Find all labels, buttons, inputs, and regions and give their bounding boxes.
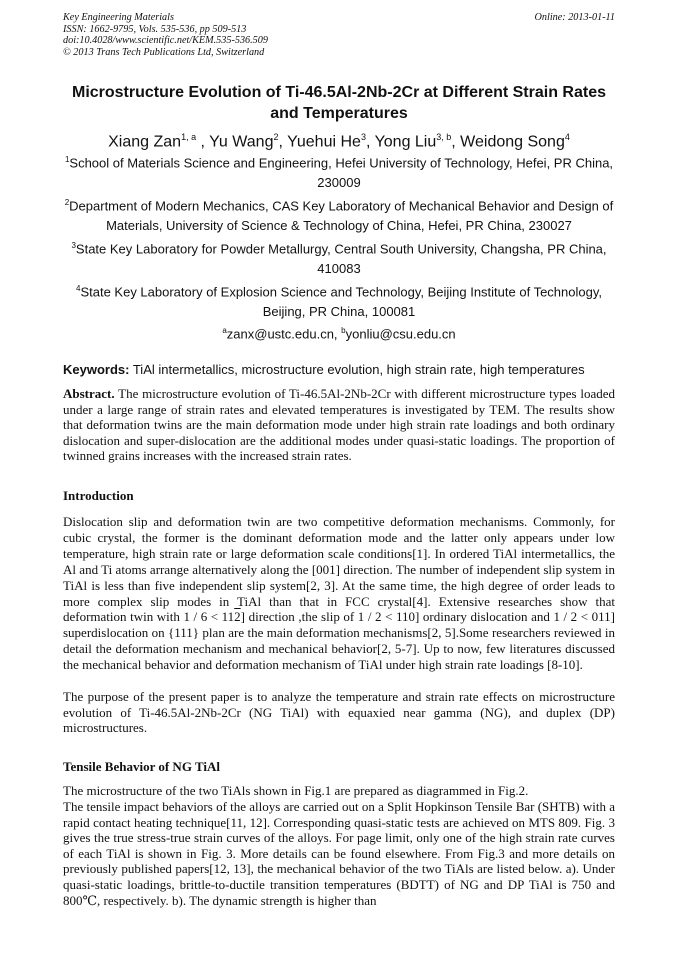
- intro-text: Dislocation slip and deformation twin are two competitive deformation mechanisms. Commonly, for cubic crystal, the former is the dominant deformation mode and the latter only appears under low temperature, high strain rate or large deformation scale conditions[1]. In ordered TiAl intermetallics, the Al and Ti atoms arrange alternatively along the [001] direction. The number of independent slip system in TiAl is less than five independent slip system[2, 3]. At the same time, the high degree of order leads to more complex slip modes in TiAl than that in FCC crystal[4]. Extensive researches show that deformation twin with: [63, 514, 615, 625]
- aff-line: 230009: [317, 174, 361, 190]
- affiliation-4: [60, 279, 618, 321]
- math-expr: 1 / 6 < 11: [183, 609, 235, 625]
- author-sup: 2: [273, 132, 279, 142]
- author-sep: ,: [365, 133, 375, 151]
- copyright: © 2013 Trans Tech Publications Ltd, Switzerland: [63, 46, 265, 58]
- math-expr: 2: [234, 609, 241, 625]
- introduction-paragraph: [63, 514, 615, 673]
- author-sup: 3: [360, 132, 366, 142]
- aff-line: School of Materials Science and Engineering, Hefei University of Technology, Hefei, PR China,: [69, 155, 614, 171]
- aff-line: Department of Modern Mechanics, CAS Key Laboratory of Mechanical Behavior and Design of: [69, 198, 614, 214]
- intro-text: ordinary dislocation and: [419, 609, 554, 625]
- author: Weidong Song: [460, 133, 565, 151]
- aff-sup: 4: [76, 284, 81, 293]
- intro-text: plan are the main deformation mechanisms[2, 5].Some researchers reviewed in detail the deformation mechanism and mechanical behavior[2, 5-7]. Up to now, few literatures discussed the mechanical behavior and deformation mechanism of TiAl under high strain rate loadings [8-10].: [63, 625, 615, 673]
- doi: doi:10.4028/www.scientific.net/KEM.535-536.509: [63, 35, 268, 47]
- author-list: [40, 128, 638, 151]
- aff-sup: 3: [71, 241, 76, 250]
- keywords-label: Keywords:: [63, 362, 130, 377]
- email-sup: b: [341, 326, 346, 335]
- keywords-text: TiAl intermetallics, microstructure evolution, high strain rate, high temperatures: [129, 362, 585, 377]
- math-expr: 1 / 2 < 011]: [553, 609, 615, 625]
- intro-text: direction ,the slip of: [245, 609, 358, 625]
- journal-header: [63, 12, 615, 58]
- online-date: Online: 2013-01-11: [534, 12, 615, 23]
- aff-line: Beijing, PR China, 100081: [262, 303, 416, 319]
- title-line-2: and Temperatures: [270, 105, 408, 122]
- keywords: [63, 361, 618, 378]
- section-heading-introduction: Introduction: [63, 488, 134, 503]
- journal-name: Key Engineering Materials: [63, 12, 174, 23]
- issn: ISSN: 1662-9795, Vols. 535-536, pp 509-513: [63, 23, 247, 35]
- intro-text: superdislocation on: [63, 625, 169, 641]
- author: Xiang Zan: [108, 133, 182, 151]
- affiliation-1: [60, 150, 618, 192]
- author-sep: ,: [196, 133, 210, 151]
- tensile-paragraph-1: The microstructure of the two TiAls shown in Fig.1 are prepared as diagrammed in Fig.2.: [63, 783, 529, 798]
- author: Yu Wang: [209, 133, 274, 151]
- abstract: [63, 386, 615, 464]
- author-sep: ,: [451, 133, 461, 151]
- tensile-paragraph-2: The tensile impact behaviors of the alloys are carried out on a Split Hopkinson Tensile Bar (SHTB) with a rapid contact heating technique[11, 12]. Corresponding quasi-static tests are achieved on MTS 809. Fig. 3 gives the true stress-true strain curves of the alloys. For page limit, only one of the high strain rate curves of each TiAl is shown in Fig. 3. More details can be found elsewhere. From Fig.3 and more details on previously published papers[12, 13], the mechanical behavior of the two TiAls are listed below. a). Under quasi-static loadings, brittle-to-ductile transition temperatures (BDTT) of NG and DP TiAl is 750 and 800℃, respectively. b). The dynamic strength is higher than: [63, 799, 615, 908]
- title-line-1: Microstructure Evolution of Ti-46.5Al-2Nb-2Cr at Different Strain Rates: [71, 84, 606, 101]
- email-sup: a: [222, 326, 227, 335]
- affiliation-3: [60, 236, 618, 278]
- paper-title: [50, 82, 628, 124]
- math-expr: {111}: [168, 625, 200, 641]
- email: yonliu@csu.edu.cn: [345, 326, 456, 342]
- author: Yuehui He: [287, 133, 361, 151]
- aff-sup: 2: [64, 198, 70, 207]
- email-line: [60, 321, 618, 344]
- aff-sup: 1: [64, 155, 70, 164]
- section-heading-tensile: Tensile Behavior of NG TiAl: [63, 759, 220, 774]
- affiliation-2: [60, 193, 618, 235]
- aff-line: State Key Laboratory of Explosion Science and Technology, Beijing Institute of Technology,: [80, 284, 602, 300]
- author-sup: 4: [564, 132, 570, 142]
- author-sup: 3, b: [436, 132, 452, 142]
- author-sep: ,: [278, 133, 288, 151]
- introduction-paragraph-2: The purpose of the present paper is to analyze the temperature and strain rate effects on microstructure evolution of Ti-46.5Al-2Nb-2Cr (NG TiAl) with equaxied near gamma (NG), and duplex (DP) microstructures.: [63, 689, 615, 736]
- email: zanx@ustc.edu.cn,: [226, 326, 342, 342]
- author: Yong Liu: [374, 133, 437, 151]
- author-sup: 1, a: [181, 132, 197, 142]
- math-expr: ]: [240, 609, 246, 625]
- aff-line: State Key Laboratory for Powder Metallurgy, Central South University, Changsha, PR China,: [75, 241, 607, 257]
- math-expr: 1 / 2 < 110]: [357, 609, 420, 625]
- aff-line: Materials, University of Science & Technology of China, Hefei, PR China, 230027: [106, 217, 572, 233]
- abstract-label: Abstract.: [63, 386, 115, 401]
- abstract-text: The microstructure evolution of Ti-46.5Al-2Nb-2Cr with different microstructure types loaded under a large range of strain rates and elevated temperatures is investigated by TEM. The results show that deformation twins are the main deformation mode under high strain rate loadings and both ordinary dislocation and super-dislocation are the additional modes under quasi-static loadings. The proportion of twinned grains increases with the increased strain rates.: [63, 386, 615, 464]
- aff-line: 410083: [317, 260, 361, 276]
